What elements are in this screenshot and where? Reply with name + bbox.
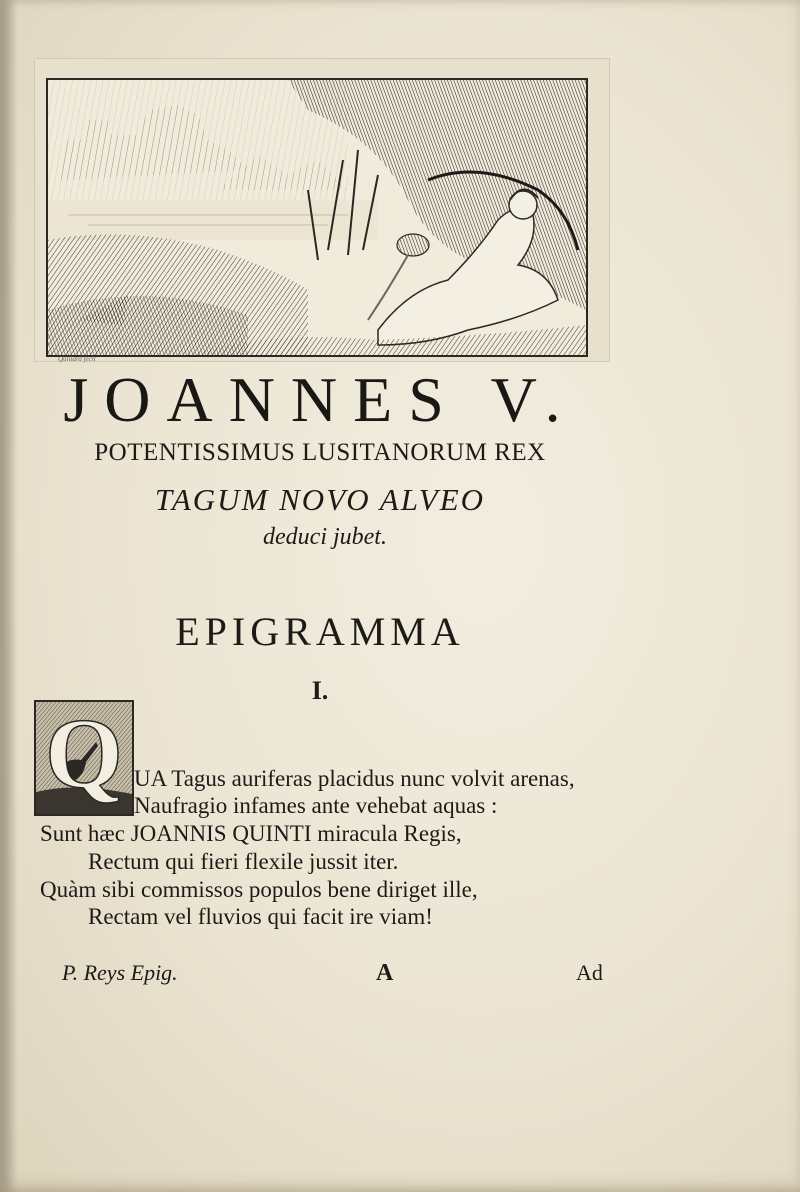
section-number: I. bbox=[311, 676, 329, 705]
drop-cap-letter: Q bbox=[45, 700, 123, 809]
verse-line-4: Rectum qui fieri flexile jussit iter. bbox=[88, 849, 399, 874]
footer-source: P. Reys Epig. bbox=[62, 960, 178, 985]
verse-line-2: Naufragio infames ante vehebat aquas : bbox=[134, 793, 498, 818]
decree-line-1: TAGUM NOVO ALVEO bbox=[154, 482, 486, 517]
verse-line-6: Rectam vel fluvios qui facit ire viam! bbox=[88, 904, 433, 929]
catchword: Ad bbox=[576, 960, 603, 985]
artist-credit: Quiliard fecit bbox=[58, 355, 96, 363]
subtitle: POTENTISSIMUS LUSITANORUM REX bbox=[94, 439, 546, 466]
verse-line-5: Quàm sibi commissos populos bene diriget ille, bbox=[40, 877, 478, 902]
ornamental-initial-icon bbox=[34, 700, 134, 816]
engraving-river-god-icon bbox=[46, 78, 588, 357]
page-title: JOANNES V. bbox=[63, 364, 577, 435]
page-gutter-shadow bbox=[0, 0, 18, 1192]
decree-line-2: deduci jubet. bbox=[263, 524, 387, 550]
signature-mark: A bbox=[376, 960, 394, 986]
verse-line-1: UA Tagus auriferas placidus nunc volvit arenas, bbox=[134, 766, 575, 791]
verse-line-3: Sunt hæc JOANNIS QUINTI miracula Regis, bbox=[40, 821, 462, 846]
section-title: EPIGRAMMA bbox=[175, 609, 465, 654]
